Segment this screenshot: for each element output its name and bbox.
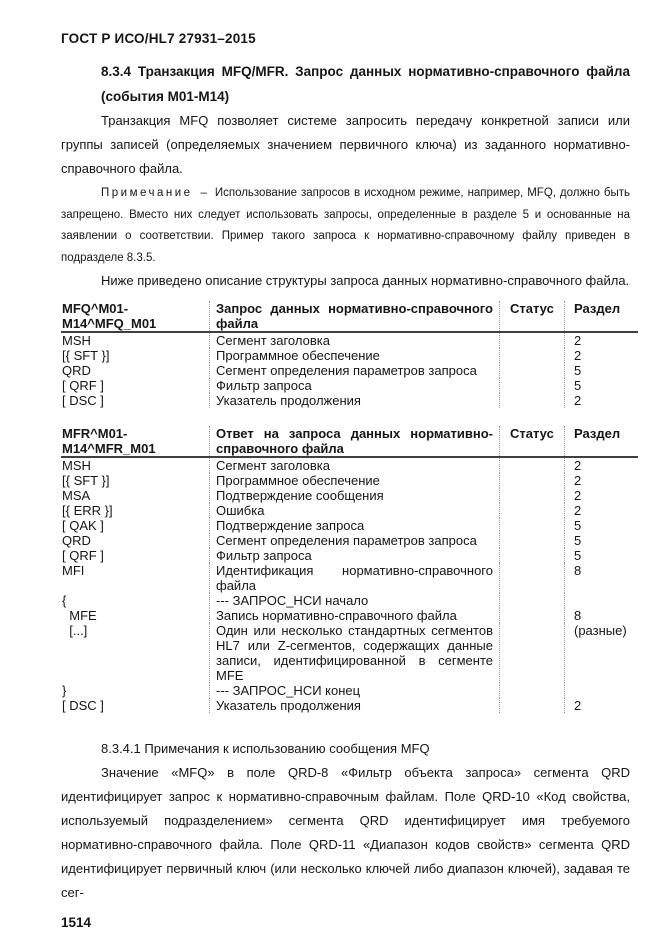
segment-cell: QRD bbox=[62, 533, 91, 548]
segment-cell: } bbox=[62, 683, 67, 698]
table-row bbox=[61, 393, 638, 408]
paragraph-mfq-notes: Значение «MFQ» в поле QRD-8 «Фильтр объекта запроса» сегмента QRD идентифицирует запрос к нормативно-справочным файлам. Поле QRD-10 «Код свойства, используемый подразделением» сегмента QRD идентифицирует имя требуемого нормативно-справочного файла. Поле QRD-11 «Диапазон кодов свойств» сегмента QRD идентифицирует первичный ключ (или несколько ключей либо диапазон ключей), задавая те сег- bbox=[61, 765, 630, 900]
paragraph-structure-intro: Ниже приведено описание структуры запроса данных нормативно-справочного файла. bbox=[101, 273, 630, 288]
segment-cell: [{ SFT }] bbox=[62, 348, 110, 363]
segment-cell: { bbox=[62, 593, 67, 608]
section-cell: 2 bbox=[564, 503, 638, 518]
section-cell: 2 bbox=[564, 698, 638, 713]
table-row bbox=[61, 378, 638, 393]
table-row bbox=[61, 458, 638, 473]
section-cell: 2 bbox=[564, 348, 638, 363]
description-cell: Сегмент заголовка bbox=[209, 333, 499, 348]
section-cell: 2 bbox=[564, 488, 638, 503]
page-number: 1514 bbox=[61, 915, 92, 930]
segment-cell: [ QAK ] bbox=[62, 518, 104, 533]
segment-cell: [...] bbox=[62, 623, 88, 638]
section-cell: 2 bbox=[564, 333, 638, 348]
description-cell: Идентификация нормативно-справочного файла bbox=[209, 563, 499, 593]
segment-cell: [ DSC ] bbox=[62, 393, 104, 408]
section-cell: 5 bbox=[564, 378, 638, 393]
section-heading-line2: (события M01-M14) bbox=[101, 89, 230, 104]
table-header-key: MFQ^M01-M14^MFQ_M01 bbox=[62, 301, 157, 331]
description-cell: Подтверждение сообщения bbox=[209, 488, 499, 503]
description-cell: Ошибка bbox=[209, 503, 499, 518]
description-cell: Программное обеспечение bbox=[209, 473, 499, 488]
mfr-table-header bbox=[61, 426, 638, 458]
description-cell: --- ЗАПРОС_НСИ конец bbox=[209, 683, 499, 698]
segment-cell: [{ SFT }] bbox=[62, 473, 110, 488]
table-header-section: Раздел bbox=[564, 426, 638, 456]
description-cell: Сегмент заголовка bbox=[209, 458, 499, 473]
table-row bbox=[61, 348, 638, 363]
status-cell bbox=[499, 563, 564, 593]
table-row bbox=[61, 593, 638, 608]
status-cell bbox=[499, 548, 564, 563]
segment-cell: [ DSC ] bbox=[62, 698, 104, 713]
description-cell: Один или несколько стандартных сегментов HL7 или Z-сегментов, содержащих данные записи, идентифицированной в сегменте MFE bbox=[209, 623, 499, 683]
section-cell: (разные) bbox=[564, 623, 638, 683]
table-row bbox=[61, 548, 638, 563]
table-header-section: Раздел bbox=[564, 301, 638, 331]
segment-cell: MSH bbox=[62, 458, 91, 473]
table-row bbox=[61, 518, 638, 533]
subsection-heading: 8.3.4.1 Примечания к использованию сообщения MFQ bbox=[101, 741, 430, 756]
status-cell bbox=[499, 348, 564, 363]
section-heading bbox=[101, 59, 630, 109]
document-header: ГОСТ Р ИСО/HL7 27931–2015 bbox=[61, 31, 256, 46]
segment-cell: MFI bbox=[62, 563, 85, 578]
status-cell bbox=[499, 623, 564, 683]
table-row bbox=[61, 473, 638, 488]
table-header-description: Ответ на запроса данных нормативно-справочного файла bbox=[209, 426, 499, 456]
status-cell bbox=[499, 593, 564, 608]
paragraph-intro: Транзакция MFQ позволяет системе запросить передачу конкретной записи или группы записей (определяемых значением первичного ключа) из заданного нормативно-справочного файла. bbox=[61, 113, 630, 176]
segment-cell: [ QRF ] bbox=[62, 378, 104, 393]
segment-cell: MFE bbox=[62, 608, 97, 623]
section-heading-line1: 8.3.4 Транзакция MFQ/MFR. Запрос данных нормативно-справочного файла bbox=[101, 64, 630, 79]
section-cell: 5 bbox=[564, 518, 638, 533]
status-cell bbox=[499, 473, 564, 488]
table-header-status: Статус bbox=[499, 301, 564, 331]
description-cell: Сегмент определения параметров запроса bbox=[209, 363, 499, 378]
table-row bbox=[61, 488, 638, 503]
segment-cell: QRD bbox=[62, 363, 91, 378]
section-cell: 2 bbox=[564, 458, 638, 473]
segment-cell: MSH bbox=[62, 333, 91, 348]
mfq-message-table bbox=[61, 301, 638, 408]
section-cell: 5 bbox=[564, 533, 638, 548]
table-row bbox=[61, 698, 638, 713]
section-cell: 5 bbox=[564, 548, 638, 563]
status-cell bbox=[499, 608, 564, 623]
table-row bbox=[61, 503, 638, 518]
description-cell: --- ЗАПРОС_НСИ начало bbox=[209, 593, 499, 608]
note-dash: – bbox=[200, 187, 207, 199]
section-cell: 8 bbox=[564, 563, 638, 593]
table-row bbox=[61, 333, 638, 348]
table-row bbox=[61, 533, 638, 548]
note-text: Использование запросов в исходном режиме, например, MFQ, должно быть запрещено. Вместо них следует использовать запросы, определенные в разделе 5 и основанные на заявлении о соответствии. Пример такого запроса к нормативно-справочному файлу приведен в подразделе 8.3.5. bbox=[61, 187, 630, 264]
segment-cell: [ QRF ] bbox=[62, 548, 104, 563]
status-cell bbox=[499, 518, 564, 533]
section-cell bbox=[564, 683, 638, 698]
status-cell bbox=[499, 333, 564, 348]
section-cell: 8 bbox=[564, 608, 638, 623]
table-header-key: MFR^M01-M14^MFR_M01 bbox=[62, 426, 156, 456]
table-header-description: Запрос данных нормативно-справочного файла bbox=[209, 301, 499, 331]
status-cell bbox=[499, 393, 564, 408]
mfr-table-body bbox=[61, 458, 638, 713]
description-cell: Фильтр запроса bbox=[209, 378, 499, 393]
table-header-status: Статус bbox=[499, 426, 564, 456]
note-label: Примечание bbox=[101, 187, 193, 199]
description-cell: Подтверждение запроса bbox=[209, 518, 499, 533]
segment-cell: MSA bbox=[62, 488, 91, 503]
description-cell: Программное обеспечение bbox=[209, 348, 499, 363]
status-cell bbox=[499, 378, 564, 393]
description-cell: Фильтр запроса bbox=[209, 548, 499, 563]
table-row bbox=[61, 363, 638, 378]
description-cell: Указатель продолжения bbox=[209, 698, 499, 713]
mfr-message-table bbox=[61, 426, 638, 713]
table-row bbox=[61, 563, 638, 593]
table-row bbox=[61, 623, 638, 683]
status-cell bbox=[499, 683, 564, 698]
table-row bbox=[61, 608, 638, 623]
description-cell: Запись нормативно-справочного файла bbox=[209, 608, 499, 623]
description-cell: Сегмент определения параметров запроса bbox=[209, 533, 499, 548]
section-cell bbox=[564, 593, 638, 608]
section-cell: 2 bbox=[564, 393, 638, 408]
mfq-table-header bbox=[61, 301, 638, 333]
description-cell: Указатель продолжения bbox=[209, 393, 499, 408]
status-cell bbox=[499, 533, 564, 548]
section-cell: 2 bbox=[564, 473, 638, 488]
table-row bbox=[61, 683, 638, 698]
status-cell bbox=[499, 503, 564, 518]
note-paragraph bbox=[61, 183, 630, 269]
segment-cell: [{ ERR }] bbox=[62, 503, 113, 518]
section-cell: 5 bbox=[564, 363, 638, 378]
status-cell bbox=[499, 698, 564, 713]
status-cell bbox=[499, 488, 564, 503]
status-cell bbox=[499, 458, 564, 473]
mfq-table-body bbox=[61, 333, 638, 408]
status-cell bbox=[499, 363, 564, 378]
